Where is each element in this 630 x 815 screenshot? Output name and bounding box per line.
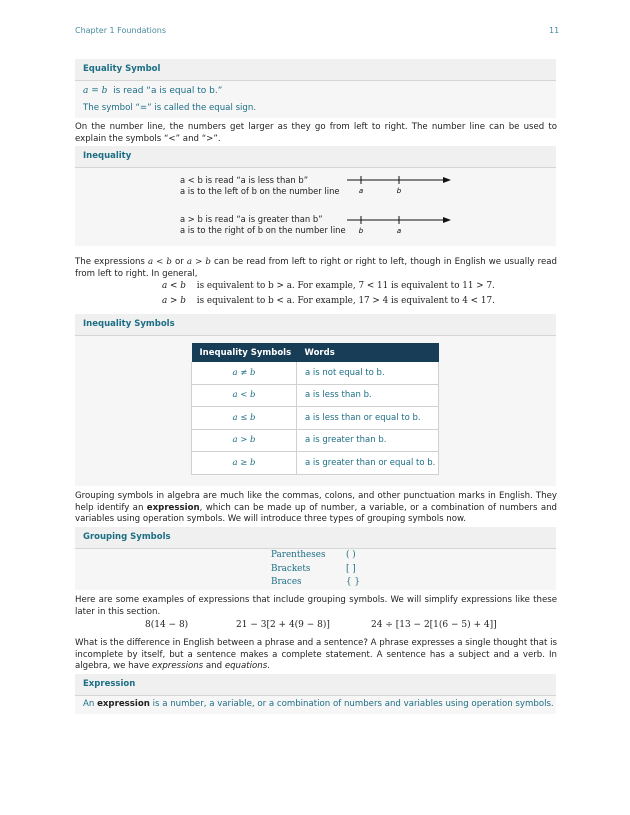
grouping-name: Parentheses (271, 550, 326, 560)
text-span: and (205, 661, 223, 671)
text-span: or (175, 257, 184, 267)
equivalence-row-1 (162, 281, 495, 291)
table-cell-words: a is not equal to b. (297, 362, 439, 384)
table-cell-symbol: a < b (192, 384, 297, 407)
text-span: is equivalent to b > a. For example, 7 < 11 is equivalent to 11 > 7. (196, 281, 495, 291)
table-cell-words: a is greater than or equal to b. (297, 452, 439, 475)
grouping-row (271, 549, 360, 563)
text-span: can be read from left to right or right to left, though in English we usually read from left to right. In general, (75, 257, 558, 279)
expression-box-title: Expression (75, 674, 556, 696)
grouping-symbols-box-title: Grouping Symbols (75, 527, 556, 549)
table-row (192, 452, 439, 475)
number-line-greater-than (347, 216, 451, 235)
math-inline: a < b (162, 281, 186, 291)
table-cell-symbol: a ≤ b (192, 407, 297, 430)
italic-term: equations (224, 661, 268, 671)
inequality-symbols-box-title: Inequality Symbols (75, 314, 556, 336)
grouping-symbol: [ ] (346, 563, 356, 574)
number-line-label: a (396, 227, 402, 235)
table-header-cell: Inequality Symbols (192, 343, 297, 362)
grouping-symbol: ( ) (346, 550, 356, 560)
text-span: What is the difference in English between a phrase and a sentence? A phrase expresses a single thought that is incomplete by itself, but a sentence makes a complete statement. A sentence has a subject and a verb. In algebra, we have (75, 638, 557, 671)
table-row (192, 384, 439, 407)
equality-definition (83, 86, 222, 96)
expression-box (75, 674, 556, 714)
grouping-name: Braces (271, 577, 302, 587)
number-line-less-than (347, 176, 451, 195)
running-header-chapter: Chapter 1 Foundations (75, 26, 166, 35)
example-expression-1: 8(14 − 8) (145, 620, 189, 630)
math-inline: a > b (186, 257, 211, 267)
equivalence-row-2 (162, 296, 495, 306)
number-line-label: a (358, 187, 364, 195)
grouping-name: Brackets (271, 563, 311, 574)
paragraph-phrase-sentence (75, 638, 557, 673)
text-span: Grouping symbols in algebra are much like the commas, colons, and other punctuation marks in English. They help identify an (75, 491, 557, 513)
paragraph-number-line: On the number line, the numbers get larger as they go from left to right. The number line can be used to explain the symbols “<” and “>”. (75, 122, 557, 144)
grouping-row (271, 563, 360, 577)
equality-read-as: is read “a is equal to b.” (113, 86, 223, 96)
table-row (192, 429, 439, 452)
expression-definition (83, 699, 554, 709)
equality-box-title: Equality Symbol (75, 59, 556, 81)
bold-term: expression (97, 699, 150, 709)
table-cell-words: a is less than or equal to b. (297, 407, 439, 430)
bold-term: expression (146, 502, 200, 513)
paragraph-grouping (75, 491, 557, 526)
table-row (192, 362, 439, 384)
less-than-description (180, 175, 340, 197)
grouping-row (271, 576, 360, 590)
paragraph-reading-direction (75, 257, 557, 280)
text-span: is a number, a variable, or a combination of numbers and variables using operation symbols. (152, 699, 554, 709)
text-span: is equivalent to b < a. For example, 17 > 4 is equivalent to 4 < 17. (196, 296, 495, 306)
table-cell-symbol: a > b (192, 429, 297, 452)
greater-than-description (180, 214, 346, 236)
table-cell-words: a is greater than b. (297, 429, 439, 452)
text-span: An (83, 699, 95, 709)
inequality-box-title: Inequality (75, 146, 556, 168)
table-cell-symbol: a ≥ b (192, 452, 297, 475)
example-expression-2: 21 − 3[2 + 4(9 − 8)] (236, 620, 330, 630)
inequality-box (75, 146, 556, 246)
grouping-symbols-list (271, 549, 360, 590)
example-expression-3: 24 ÷ [13 − 2[1(6 − 5) + 4]] (371, 620, 497, 630)
greater-than-read: a > b is read “a is greater than b” (180, 214, 323, 224)
page-number: 11 (549, 26, 560, 35)
table-cell-symbol: a ≠ b (192, 362, 297, 384)
grouping-symbol: { } (346, 577, 360, 587)
number-line-label: b (358, 227, 364, 235)
grouping-symbols-box (75, 527, 556, 590)
text-span: The expressions (75, 257, 145, 267)
number-line-diagrams (343, 172, 455, 240)
less-than-read: a < b is read “a is less than b” (180, 175, 309, 185)
math-inline: a < b (147, 257, 172, 267)
equality-math: a = b (83, 86, 108, 96)
paragraph-examples: Here are some examples of expressions that include grouping symbols. We will simplify expressions like these later in this section. (75, 595, 557, 617)
italic-term: expressions (151, 661, 204, 671)
text-span: . (267, 661, 270, 671)
math-inline: a > b (162, 296, 186, 306)
greater-than-position: a is to the right of b on the number line (180, 225, 346, 235)
text-span: , which can be made up of number, a variable, or a combination of numbers and variables using operation symbols. We will introduce three types of grouping symbols now. (75, 502, 557, 524)
equality-symbol-box (75, 59, 556, 118)
less-than-position: a is to the left of b on the number line (180, 186, 340, 196)
number-line-label: b (396, 187, 402, 195)
inequality-symbols-table (191, 343, 439, 475)
table-header-cell: Words (297, 343, 439, 362)
table-header-row (192, 343, 439, 362)
table-cell-words: a is less than b. (297, 384, 439, 407)
equal-sign-note: The symbol “=” is called the equal sign. (83, 103, 257, 113)
table-row (192, 407, 439, 430)
